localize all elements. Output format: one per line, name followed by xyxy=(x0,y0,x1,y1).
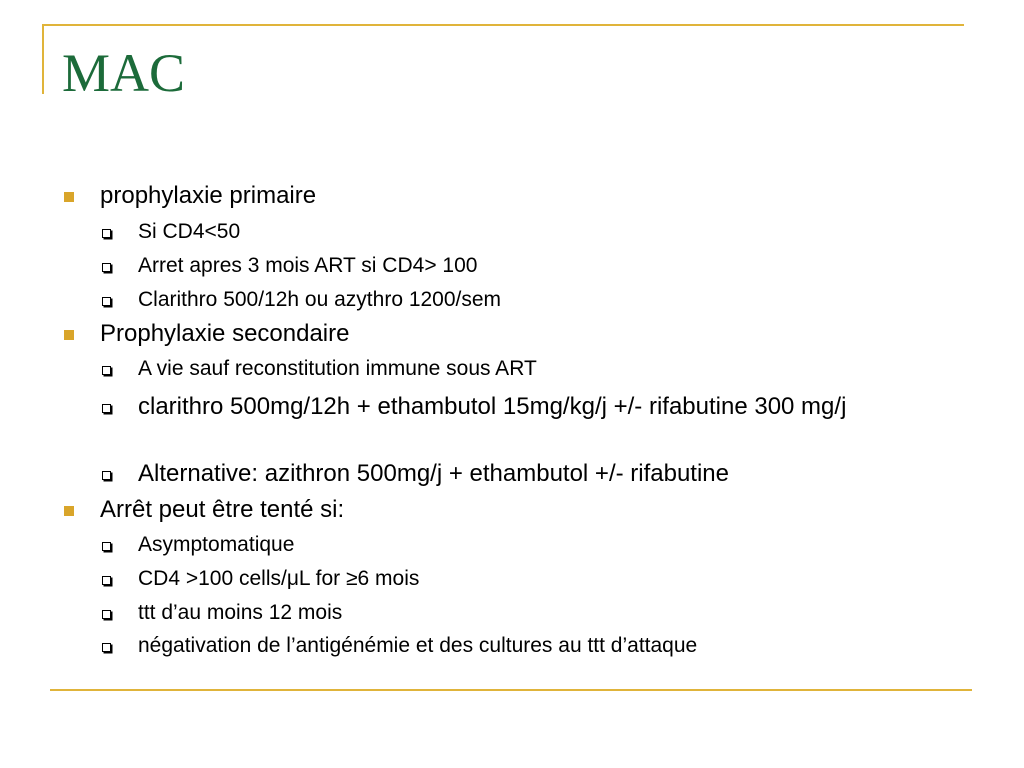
square-bullet-icon xyxy=(64,192,74,202)
hollow-square-bullet-icon xyxy=(102,229,111,238)
bullet-text: ttt d’au moins 12 mois xyxy=(138,601,343,624)
bullet-text: Alternative: azithron 500mg/j + ethambutol +/- rifabutine xyxy=(138,460,729,487)
bullet-text: A vie sauf reconstitution immune sous ART xyxy=(138,357,537,380)
bullet-text: clarithro 500mg/12h + ethambutol 15mg/kg/j +/- rifabutine 300 mg/j xyxy=(138,393,847,420)
bullet-text: négativation de l’antigénémie et des cultures au ttt d’attaque xyxy=(138,634,698,657)
hollow-square-bullet-icon xyxy=(102,297,111,306)
slide-title: MAC xyxy=(62,43,186,103)
hollow-square-bullet-icon xyxy=(102,643,111,652)
bullet-text: Clarithro 500/12h ou azythro 1200/sem xyxy=(138,288,502,311)
bullet-text: prophylaxie primaire xyxy=(100,182,317,209)
hollow-square-bullet-icon xyxy=(102,576,111,585)
hollow-square-bullet-icon xyxy=(102,471,111,480)
bullet-text: Arret apres 3 mois ART si CD4> 100 xyxy=(138,254,478,277)
bullet-text: Prophylaxie secondaire xyxy=(100,320,350,347)
hollow-square-bullet-icon xyxy=(102,542,111,551)
bullet-text: Si CD4<50 xyxy=(138,220,241,243)
bullet-text: Asymptomatique xyxy=(138,533,295,556)
hollow-square-bullet-icon xyxy=(102,610,111,619)
square-bullet-icon xyxy=(64,506,74,516)
square-bullet-icon xyxy=(64,330,74,340)
bullet-text: Arrêt peut être tenté si: xyxy=(100,496,345,523)
bullet-text: CD4 >100 cells/μL for ≥6 mois xyxy=(138,567,420,590)
hollow-square-bullet-icon xyxy=(102,263,111,272)
hollow-square-bullet-icon xyxy=(102,404,111,413)
hollow-square-bullet-icon xyxy=(102,366,111,375)
